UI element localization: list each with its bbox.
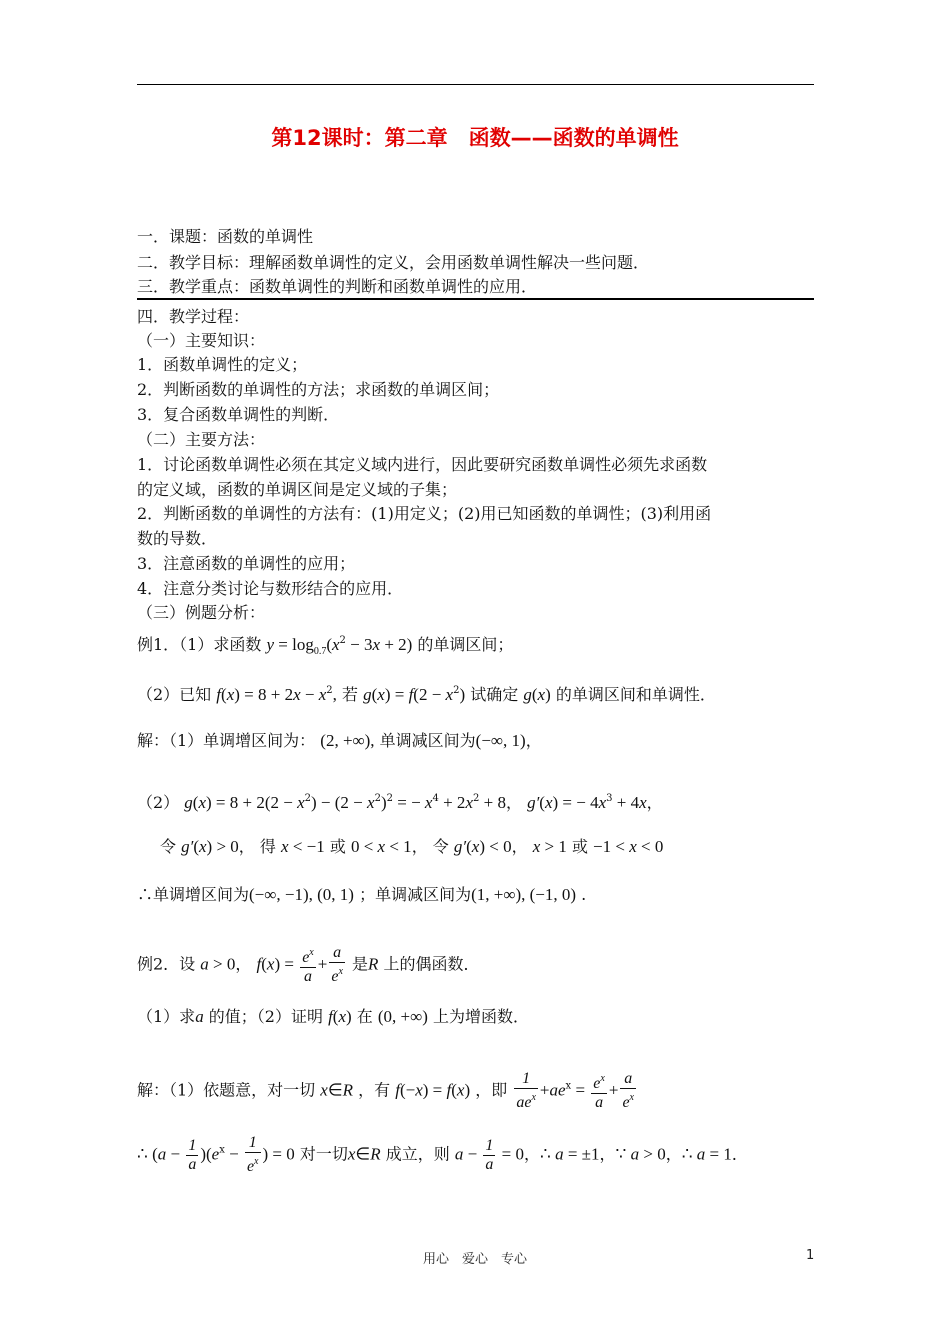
example-2-statement: 例2．设 a > 0， f(x) = $\frac{e^x}{a}$ + $\frac{a}{e^x}$ 是R 上的偶函数． <box>137 944 480 985</box>
math-log-function: y <box>266 635 275 654</box>
fraction-1-over-aex: $\frac{1}{ae^x}$ <box>516 1070 536 1111</box>
section-focus: 三．教学重点：函数单调性的判断和函数单调性的应用． <box>137 277 538 296</box>
example-2-questions: （1）求a 的值；（2）证明 f(x) 在 (0, +∞) 上为增函数． <box>137 1007 530 1026</box>
method-item-2a: 2．判断函数的单调性的方法有：(1)用定义；(2)用已知函数的单调性；(3)利用函 <box>137 504 712 523</box>
solution-1-part-1: 解：（1）单调增区间为： (2, +∞), 单调减区间为(−∞, 1)， <box>137 731 542 750</box>
method-item-4: 4．注意分类讨论与数形结合的应用． <box>137 579 404 598</box>
section-rule <box>137 298 814 300</box>
section-goals: 二．教学目标：理解函数单调性的定义，会用函数单调性解决一些问题． <box>137 253 650 272</box>
section-topic: 一．课题：函数的单调性 <box>137 227 314 246</box>
subheading-knowledge: （一）主要知识： <box>137 331 266 350</box>
solution-2-part-1: 解：（1）依题意，对一切 x∈R ，有 f(−x) = f(x) ，即 $\frac{1}{ae^x}$ $+ae^x$ = $\frac{e^x}{a}$ + $\frac{a}{e^x}$ <box>137 1070 634 1111</box>
footer-motto: 用心 爱心 专心 <box>422 1252 527 1267</box>
knowledge-item-3: 3．复合函数单调性的判断． <box>137 405 340 424</box>
top-rule <box>137 84 814 85</box>
solution-2-part-2: ∴ (a − $\frac{1}{a}$ )($e^x$ − $\frac{1}{e^x}$ ) = 0 对一切x∈R 成立，则 a − $\frac{1}{a}$ = 0，∴ a = ±1，∵ a > 0，∴ a = 1． <box>137 1134 748 1175</box>
method-item-1b: 的定义域，函数的单调区间是定义域的子集； <box>137 480 458 499</box>
solution-1-part-2: （2） $g(x) = 8 + 2(2 - x^2) - (2 - x^2)^2$ = − $x^4 + 2x^2 + 8$， g′(x) = − $4x^3 + 4x$， <box>137 793 663 812</box>
page-title: 第12课时：第二章 函数——函数的单调性 <box>271 126 679 150</box>
method-item-1a: 1．讨论函数单调性必须在其定义域内进行，因此要研究函数单调性必须先求函数 <box>137 455 708 474</box>
section-process: 四．教学过程： <box>137 307 250 326</box>
method-item-3: 3．注意函数的单调性的应用； <box>137 554 356 573</box>
page-number: 1 <box>806 1248 815 1263</box>
solution-1-cases: 令 g′(x) > 0， 得 x < −1 或 0 < x < 1， 令 g′(x) < 0， x > 1 或 −1 < x < 0 <box>160 837 664 856</box>
fraction-a-over-ex: $\frac{a}{e^x}$ <box>331 944 343 985</box>
example-1-part-1: 例1．（1）求函数 $y = \log_{0.7}(x^2 - 3x + 2)$ 的单调区间； <box>137 635 514 657</box>
subheading-methods: （二）主要方法： <box>137 430 266 449</box>
method-item-2b: 数的导数． <box>137 529 218 548</box>
knowledge-item-1: 1．函数单调性的定义； <box>137 355 308 374</box>
knowledge-item-2: 2．判断函数的单调性的方法；求函数的单调区间； <box>137 380 500 399</box>
fraction-ex-over-a: $\frac{e^x}{a}$ <box>300 944 316 986</box>
subheading-examples: （三）例题分析： <box>137 603 266 622</box>
solution-1-conclusion: ∴单调增区间为(−∞, −1), (0, 1) ；单调减区间为(1, +∞), (−1, 0) . <box>137 885 587 904</box>
example-1-part-2: （2）已知 $f(x) = 8 + 2x - x^2$, 若 $g(x) = f(2 - x^2)$ 试确定 g(x) 的单调区间和单调性． <box>137 685 716 704</box>
